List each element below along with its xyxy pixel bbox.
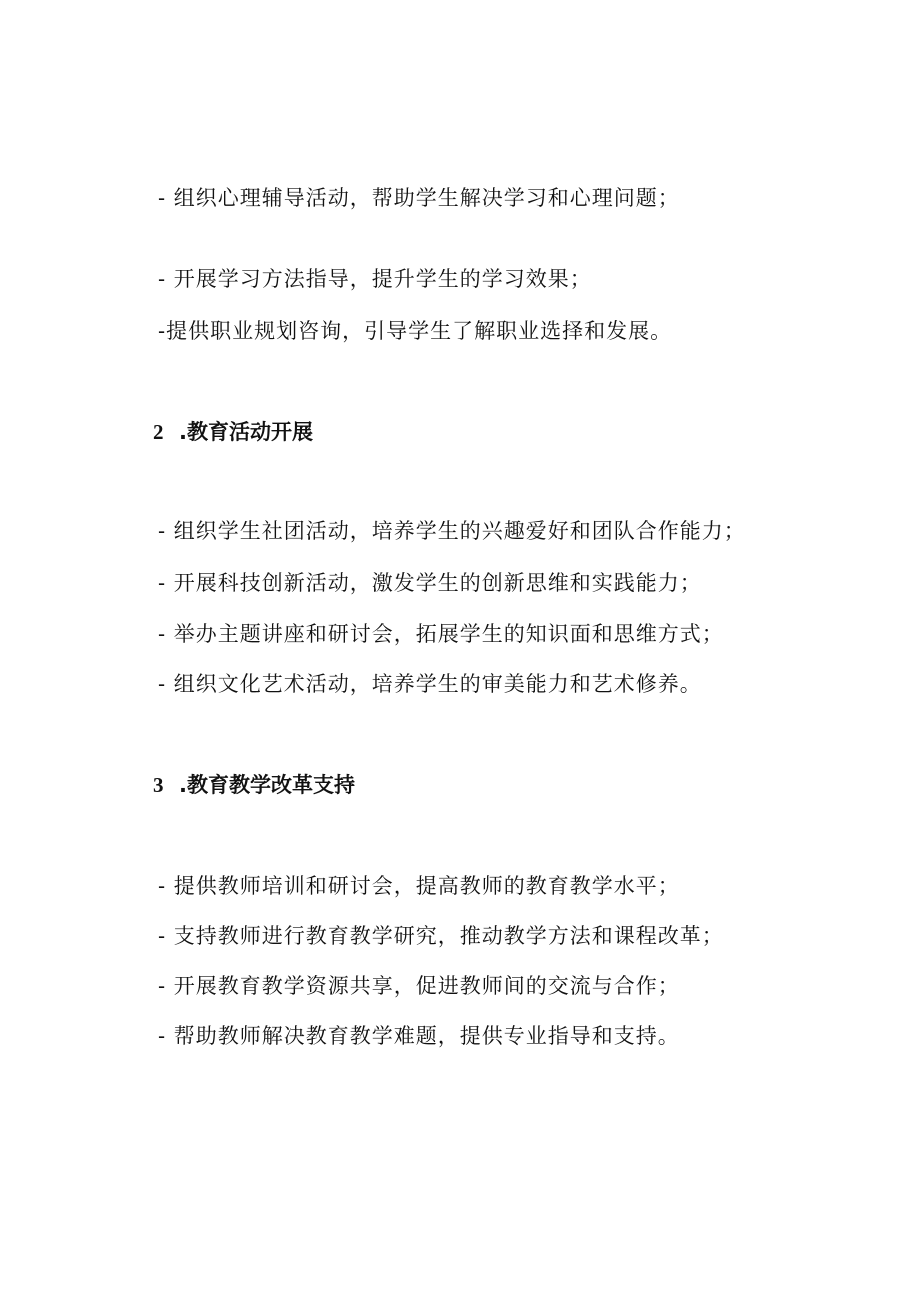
section-title: .教育活动开展 xyxy=(179,420,313,444)
section-heading xyxy=(153,418,313,446)
list-item: - 帮助教师解决教育教学难题，提供专业指导和支持。 xyxy=(158,1024,680,1048)
list-item: - 支持教师进行教育教学研究，推动教学方法和课程改革； xyxy=(158,924,724,948)
section-title: .教育教学改革支持 xyxy=(179,773,355,797)
section-number: 2 xyxy=(153,420,164,444)
section-heading xyxy=(153,771,355,799)
list-item: - 组织学生社团活动，培养学生的兴趣爱好和团队合作能力； xyxy=(158,519,746,543)
list-item: - 举办主题讲座和研讨会，拓展学生的知识面和思维方式； xyxy=(158,622,724,646)
list-item: - 开展学习方法指导，提升学生的学习效果； xyxy=(158,267,592,291)
section-number: 3 xyxy=(153,773,164,797)
list-item: -提供职业规划咨询，引导学生了解职业选择和发展。 xyxy=(158,319,673,343)
list-item: - 开展教育教学资源共享，促进教师间的交流与合作； xyxy=(158,974,680,998)
list-item: - 开展科技创新活动，激发学生的创新思维和实践能力； xyxy=(158,571,702,595)
list-item: - 组织文化艺术活动，培养学生的审美能力和艺术修养。 xyxy=(158,672,702,696)
list-item: - 组织心理辅导活动，帮助学生解决学习和心理问题； xyxy=(158,186,680,210)
list-item: - 提供教师培训和研讨会，提高教师的教育教学水平； xyxy=(158,874,680,898)
